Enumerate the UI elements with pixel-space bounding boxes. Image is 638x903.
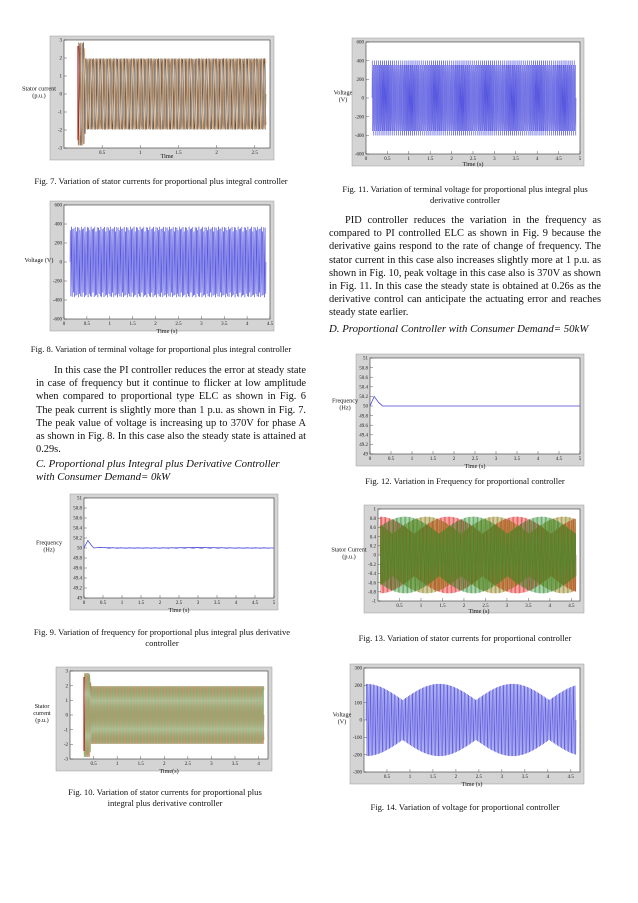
fig9-ylabel: Frequency (35, 539, 63, 547)
fig10-xtick-label: 2 (163, 762, 166, 767)
fig10-ylabel: current (33, 710, 51, 717)
fig12-ytick-label: 49.4 (359, 433, 368, 439)
fig7-xtick-label: 1.5 (175, 151, 182, 156)
fig8-phase-1 (70, 227, 266, 298)
fig7-ytick-label: -3 (57, 146, 62, 152)
fig9-xtick-label: 4.5 (251, 601, 259, 606)
fig8-ytick-label: 200 (54, 241, 62, 247)
fig12-xtick-label: 4.5 (555, 457, 563, 462)
fig10-xtick-label: 1.5 (137, 762, 144, 767)
fig12-xtick-label: 0.5 (387, 457, 395, 462)
fig14-ylabel: Voltage (332, 711, 352, 719)
fig14-caption: Fig. 14. Variation of voltage for proportional controller (370, 802, 560, 812)
fig12-xtick-label: 1 (410, 457, 414, 462)
fig10-ytick-label: -2 (63, 743, 68, 749)
fig12-xtick-label: 2 (452, 457, 456, 462)
fig12-ytick-label: 49.2 (359, 443, 368, 449)
fig9-xtick-label: 0.5 (99, 601, 107, 606)
fig13-ytick-label: 1 (373, 507, 376, 513)
fig11-xtick-label: 5 (578, 157, 582, 162)
fig11-xtick-label: 4.5 (555, 157, 562, 162)
fig7-chart (24, 34, 278, 166)
fig10-xtick-label: 3 (210, 762, 213, 767)
fig13-series (380, 517, 576, 594)
fig9-xtick-label: 1.5 (137, 601, 145, 606)
fig10-ytick-label: -3 (63, 757, 68, 763)
fig8-xtick-label: 3.5 (221, 322, 228, 327)
fig12-ytick-label: 50.6 (359, 375, 368, 381)
fig10-xtick-label: 1 (115, 762, 119, 767)
fig9-ytick-label: 50.4 (73, 526, 82, 532)
fig7-xtick-label: 1 (139, 151, 142, 156)
fig12-xlabel: Time (s) (464, 463, 486, 470)
fig9-xlabel: Time (s) (168, 607, 190, 614)
fig9-xtick-label: 1 (120, 601, 124, 606)
fig8-xtick-label: 4 (245, 322, 249, 327)
fig9-ytick-label: 49 (77, 596, 82, 602)
fig11-xtick-label: 0 (364, 157, 368, 162)
fig9-xtick-label: 3.5 (213, 601, 221, 606)
fig8-xtick-label: 2 (154, 322, 157, 327)
fig13-ytick-label: 0.4 (369, 535, 376, 541)
fig11-phase-1 (372, 61, 576, 136)
fig14-ytick-label: 300 (354, 666, 362, 672)
fig7-xtick-label: 2 (215, 151, 218, 156)
fig10-chart (24, 665, 278, 781)
fig12-ylabel: (Hz) (339, 404, 351, 412)
fig12-xtick-label: 3 (494, 457, 498, 462)
fig10-xtick-label: 4 (257, 762, 260, 767)
fig9-chart (24, 492, 278, 620)
fig13-xtick-label: 3 (505, 604, 509, 609)
fig13-xtick-label: 2.5 (482, 604, 489, 609)
fig13-xlabel: Time (s) (468, 608, 490, 615)
fig8-ytick-label: 0 (59, 260, 62, 266)
fig9-xtick-label: 2.5 (175, 601, 183, 606)
fig9-ylabel: (Hz) (43, 546, 55, 554)
fig11-caption: Fig. 11. Variation of terminal voltage for proportional plus integral plus derivative controller (342, 184, 588, 205)
fig9-ytick-label: 50.8 (73, 506, 82, 512)
fig8-ytick-label: 600 (54, 203, 62, 209)
fig9-caption: Fig. 9. Variation of frequency for proportional plus integral plus derivative controller (33, 627, 291, 648)
fig13-xtick-label: 4.5 (568, 604, 575, 609)
fig7-xtick-label: 0.5 (99, 151, 106, 156)
fig14-xtick-label: 4.5 (567, 775, 574, 780)
fig11-ylabel: (V) (338, 96, 348, 104)
fig12-xtick-label: 0 (368, 457, 372, 462)
fig13-ytick-label: -0.8 (368, 590, 376, 596)
fig8-ylabel: Voltage (V) (24, 257, 54, 264)
fig7-ytick-label: -1 (57, 110, 62, 116)
fig10-ytick-label: 0 (65, 713, 68, 719)
fig7-xlabel: Time (160, 153, 174, 160)
fig14-xtick-label: 1.5 (429, 775, 437, 780)
fig7-xtick-label: 2.5 (251, 151, 258, 156)
fig8-ytick-label: 400 (54, 222, 62, 228)
fig12-ytick-label: 49.6 (359, 423, 368, 429)
fig11-series (372, 61, 576, 136)
fig9-ytick-label: 49.6 (73, 566, 82, 572)
fig11-ytick-label: -600 (354, 152, 364, 158)
fig14-ylabel: (V) (337, 718, 347, 726)
paragraph-pid: PID controller reduces the variation in the frequency as compared to PI controlled ELC as shown in Fig. 9 because the derivative gains respond to the rate of change of frequency. The stator current in this case also increases slightly more at 1 p.u. as shown in Fig. 10, peak voltage in this case also is 370V as shown in Fig. 11. In this case the steady state is obtained at 0.26s as the derivative control can anticipate the actuating error and reaches steady state earlier. (329, 215, 601, 319)
fig12-ytick-label: 50.2 (359, 395, 368, 401)
fig14-xtick-label: 2.5 (475, 775, 483, 780)
fig10-ytick-label: 3 (65, 669, 68, 675)
fig9-ytick-label: 50.2 (73, 536, 82, 542)
fig8-xtick-label: 4.5 (266, 322, 274, 327)
fig14-xtick-label: 1 (408, 775, 412, 780)
fig11-xtick-label: 3 (493, 157, 496, 162)
fig7-ylabel: (p.u.) (32, 92, 46, 100)
fig10-xtick-label: 3.5 (231, 762, 239, 767)
fig8-ytick-label: -600 (52, 317, 62, 323)
fig14-ytick-label: -300 (352, 770, 362, 776)
fig14-xtick-label: 0.5 (383, 775, 391, 780)
fig8-ytick-label: -200 (52, 279, 62, 285)
fig11-ytick-label: 0 (361, 96, 364, 102)
fig9-ytick-label: 49.8 (73, 556, 82, 562)
fig13-ytick-label: 0.6 (369, 526, 376, 532)
fig9-xtick-label: 2 (158, 601, 162, 606)
fig8-series (70, 227, 266, 298)
fig12-ytick-label: 50 (363, 404, 368, 410)
fig11-xtick-label: 1.5 (427, 157, 434, 162)
fig11-xtick-label: 0.5 (384, 157, 391, 162)
fig14-ytick-label: 200 (354, 684, 362, 690)
fig10-ylabel: Stator (34, 703, 50, 710)
fig13-xtick-label: 1 (419, 604, 423, 609)
fig8-xtick-label: 1.5 (129, 322, 136, 327)
fig10-ytick-label: 2 (65, 684, 68, 690)
fig12-caption: Fig. 12. Variation in Frequency for proportional controller (365, 476, 565, 486)
fig8-xtick-label: 0 (62, 322, 66, 327)
fig9-ytick-label: 50 (77, 546, 82, 552)
fig9-ytick-label: 49.2 (73, 586, 82, 592)
fig9-ytick-label: 51 (77, 496, 82, 502)
fig12-xtick-label: 1.5 (429, 457, 437, 462)
fig12-ytick-label: 49 (363, 452, 368, 458)
fig12-chart (330, 354, 584, 474)
fig10-xtick-label: 0.5 (90, 762, 97, 767)
fig13-ytick-label: -0.2 (368, 562, 376, 568)
fig13-ylabel: (p.u.) (342, 553, 356, 561)
fig9-xtick-label: 0 (82, 601, 86, 606)
fig10-xtick-label: 2.5 (184, 762, 191, 767)
fig10-caption: Fig. 10. Variation of stator currents for proportional plus integral plus derivative controller (68, 787, 262, 808)
fig13-xtick-label: 4 (548, 604, 552, 609)
fig14-xtick-label: 3 (500, 775, 504, 780)
fig9-ytick-label: 49.4 (73, 576, 82, 582)
fig13-caption: Fig. 13. Variation of stator currents for proportional controller (358, 633, 572, 643)
fig11-xtick-label: 2.5 (469, 157, 477, 162)
fig8-xlabel: Time (s) (156, 328, 178, 335)
fig11-ylabel: Voltage (333, 89, 353, 97)
fig12-xtick-label: 4 (536, 457, 540, 462)
fig11-ytick-label: 600 (356, 40, 364, 46)
fig14-ytick-label: 0 (359, 718, 362, 724)
fig13-ytick-label: -0.6 (368, 581, 376, 587)
fig13-ytick-label: -0.4 (368, 572, 376, 578)
fig14-ytick-label: -100 (352, 736, 362, 742)
fig11-chart (330, 38, 584, 172)
fig9-xtick-label: 3 (196, 601, 200, 606)
fig14-plot-area (364, 668, 580, 772)
fig9-xtick-label: 4 (234, 601, 238, 606)
fig10-xlabel: Time(s) (159, 768, 179, 775)
fig14-chart (330, 664, 584, 794)
fig14-xtick-label: 3.5 (521, 775, 528, 780)
fig7-ytick-label: 0 (59, 92, 62, 98)
fig8-xtick-label: 1 (108, 322, 112, 327)
fig13-ytick-label: -1 (371, 599, 376, 605)
fig8-xtick-label: 0.5 (83, 322, 91, 327)
fig12-ytick-label: 51 (363, 356, 368, 362)
fig12-xtick-label: 3.5 (513, 457, 521, 462)
fig14-xlabel: Time (s) (461, 781, 483, 788)
fig11-xtick-label: 1 (407, 157, 411, 162)
fig7-ytick-label: -2 (57, 128, 62, 134)
fig14-ytick-label: 100 (354, 701, 362, 707)
fig12-ylabel: Frequency (331, 397, 359, 405)
fig8-xtick-label: 2.5 (175, 322, 182, 327)
fig9-xtick-label: 5 (272, 601, 276, 606)
fig13-ytick-label: 0 (373, 553, 376, 559)
fig14-xtick-label: 2 (454, 775, 458, 780)
fig8-xtick-label: 3 (200, 322, 203, 327)
fig13-xtick-label: 0.5 (396, 604, 403, 609)
fig13-xtick-label: 1.5 (439, 604, 446, 609)
fig11-xtick-label: 2 (450, 157, 453, 162)
fig7-ytick-label: 1 (59, 74, 62, 80)
fig10-ytick-label: 1 (65, 699, 68, 705)
fig12-ytick-label: 50.8 (359, 366, 368, 372)
fig7-ytick-label: 3 (59, 38, 62, 44)
fig13-ytick-label: 0.2 (369, 544, 376, 550)
fig14-ytick-label: -200 (352, 753, 362, 759)
fig8-ytick-label: -400 (52, 298, 62, 304)
fig11-ytick-label: 200 (356, 78, 364, 84)
fig12-ytick-label: 49.8 (359, 414, 368, 420)
fig11-ytick-label: -400 (354, 134, 364, 140)
fig13-xtick-label: 2 (462, 604, 466, 609)
fig11-ytick-label: 400 (356, 59, 364, 65)
fig13-ylabel: Stator Current (331, 546, 367, 554)
fig13-chart (330, 505, 584, 621)
fig11-xlabel: Time (s) (462, 161, 484, 168)
fig11-xtick-label: 3.5 (512, 157, 519, 162)
fig7-ytick-label: 2 (59, 56, 62, 62)
section-c-heading: C. Proportional plus Integral plus Derivative Controller with Consumer Demand= 0kW (36, 458, 280, 483)
fig12-xtick-label: 2.5 (471, 457, 479, 462)
fig8-chart (24, 197, 278, 342)
fig10-ytick-label: -1 (63, 728, 68, 734)
fig10-ylabel: (p.u.) (35, 717, 49, 724)
fig11-xtick-label: 4 (535, 157, 539, 162)
fig13-ytick-label: 0.8 (369, 516, 376, 522)
fig12-xtick-label: 5 (578, 457, 582, 462)
fig11-ytick-label: -200 (354, 115, 364, 121)
fig8-caption: Fig. 8. Variation of terminal voltage for proportional plus integral controller (30, 344, 292, 354)
fig9-ytick-label: 50.6 (73, 516, 82, 522)
fig14-xtick-label: 4 (546, 775, 550, 780)
fig7-caption: Fig. 7. Variation of stator currents for proportional plus integral controller (34, 176, 288, 186)
fig7-ylabel: Stator current (22, 85, 56, 93)
fig13-xtick-label: 3.5 (525, 604, 532, 609)
section-d-heading: D. Proportional Controller with Consumer Demand= 50kW (329, 323, 589, 335)
fig12-ytick-label: 50.4 (359, 385, 368, 391)
paragraph-pi: In this case the PI controller reduces the error at steady state in case of frequency but it continue to flicker at low amplitude when compared to proportional type ELC as shown in Fig. 6 The peak current is slightly more than 1 p.u. as shown in Fig. 7. The peak value of voltage is increasing up to 370V for phase A as shown in Fig. 8. In this case also the steady state is attained at 0.29s. (36, 365, 306, 456)
